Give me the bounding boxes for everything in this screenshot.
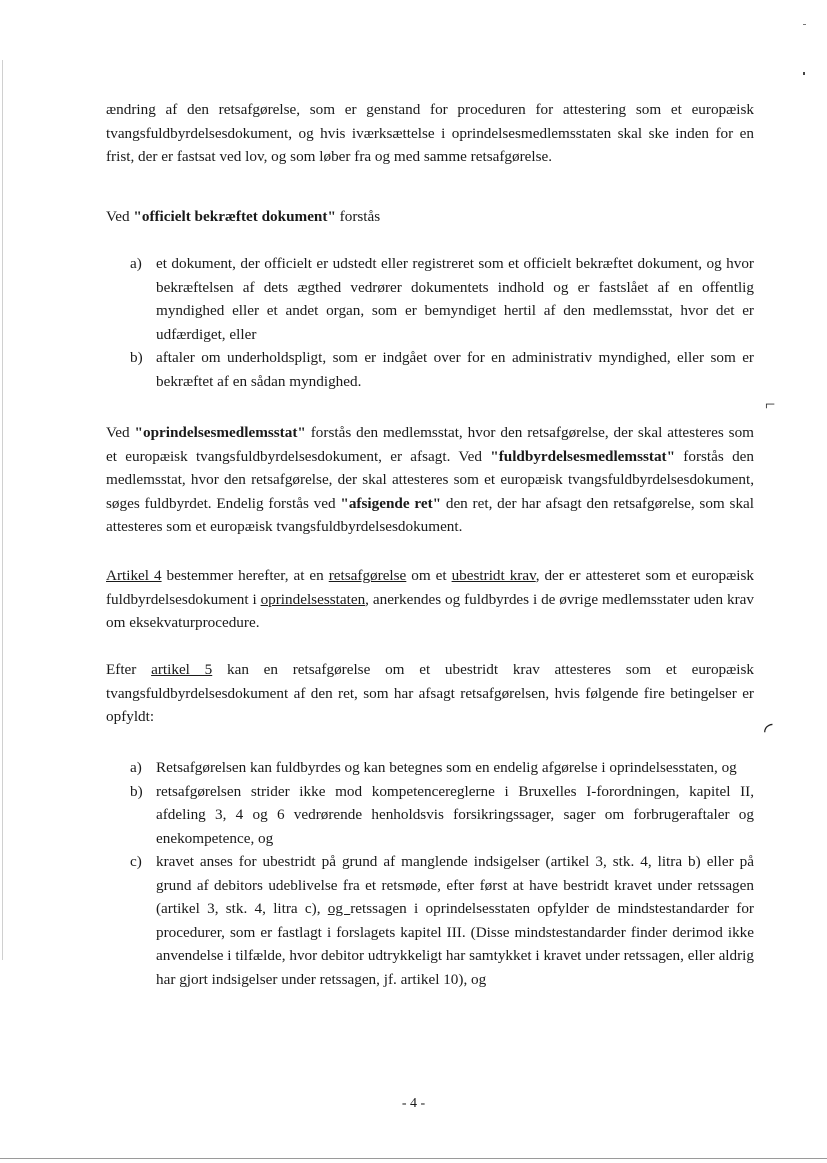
list-item-text: kravet anses for ubestridt på grund af manglende indsigelser (artikel 3, stk. 4, litra b) eller på grund af debitors udeblivelse fra et retsmøde, efter først at have bestridt kravet under retssagen (artikel 3, stk. 4, litra c), — [156, 853, 754, 917]
artikel5-paragraph — [106, 658, 754, 729]
list-item-text: et dokument, der officielt er udstedt eller registreret som et officielt bekræftet dokument, og hvor bekræftelsen af dets ægthed vedrører dokumentets indhold og er fastslået af en offentlig myndighed eller et andet organ, som er bemyndiget hertil af den medlemsstat, hvor det er udfærdiget, eller — [156, 255, 754, 343]
scan-speck — [803, 24, 806, 25]
list-item-text: aftaler om underholdspligt, som er indgået over for en administrativ myndighed, eller som er bekræftet af en sådan myndighed. — [156, 349, 754, 390]
text-span: om et — [406, 567, 452, 584]
page-number: - 4 - — [401, 1096, 426, 1111]
defined-term: "afsigende ret" — [340, 494, 442, 512]
scan-speck — [803, 72, 805, 75]
underlined-reference: og — [327, 900, 351, 917]
text-span: forstås den medlemsstat, hvor den retsafgørelse, der skal attesteres som et europæisk tvangsfuldbyrdelsesdokument, er afsagt. Ved — [106, 424, 754, 465]
list-marker: b) — [130, 349, 143, 366]
list-marker: b) — [130, 782, 143, 800]
text-span: forstås den medlemsstat, hvor den retsafgørelse, der skal attesteres som et europæisk tvangsfuldbyrdelsesdokument, søges fuldbyrdet. Endelig forstås ved — [106, 447, 754, 512]
text-span: Ved — [106, 424, 135, 441]
list-item — [106, 780, 754, 851]
intro-paragraph: ændring af den retsafgørelse, som er genstand for proceduren for attestering som et europæisk tvangsfuldbyrdelsesdokument, og hvis iværksættelse i oprindelsesmedlemsstaten skal ske inden for en frist, der er fastsat ved lov, og som løber fra og med samme retsafgørelse. — [106, 101, 754, 165]
list-marker: c) — [130, 853, 142, 870]
defined-term: "fuldbyrdelsesmedlemsstat" — [490, 447, 676, 465]
underlined-reference: oprindelsesstaten — [260, 590, 366, 608]
definition-officielt-paragraph — [106, 205, 754, 229]
defined-term: "officielt bekræftet dokument" — [133, 208, 336, 225]
betingelser-list — [106, 756, 754, 991]
scan-bottom-line — [0, 1158, 827, 1159]
underlined-reference: retsafgørelse — [328, 567, 407, 584]
text-span: Ved — [106, 208, 134, 225]
underlined-reference: ubestridt krav — [451, 567, 536, 584]
list-item-text: retssagen i oprindelsesstaten opfylder de mindstestandarder for procedurer, som er fastlagt i forslagets kapitel III. (Disse mindstestandarder finder derimod ikke anvendelse i tilfælde, hvor debitor udtrykkeligt har samtykket i kravet under retssagen, eller aldrig har gjort indsigelser under retssagen, jf. artikel 10), og — [156, 900, 754, 988]
underlined-reference: artikel 5 — [151, 661, 213, 678]
scan-edge — [2, 60, 3, 960]
list-item — [106, 346, 754, 393]
definition-oprindelse-paragraph — [106, 421, 754, 539]
text-span: bestemmer herefter, at en — [161, 567, 329, 584]
list-item — [106, 756, 754, 780]
artikel4-paragraph — [106, 564, 754, 635]
list-item — [106, 252, 754, 346]
list-marker: a) — [130, 255, 142, 272]
text-span: Efter — [106, 661, 152, 678]
list-item — [106, 850, 754, 991]
defined-term: "oprindelsesmedlemsstat" — [134, 424, 306, 441]
text-span: , der er attesteret som et europæisk fuldbyrdelsesdokument i — [106, 567, 754, 608]
text-span: kan en retsafgørelse om et ubestridt krav attesteres som et europæisk tvangsfuldbyrdelsesdokument af den ret, som har afsagt retsafgørelsen, hvis følgende fire betingelser er opfyldt: — [106, 661, 755, 725]
list-marker: a) — [130, 759, 142, 776]
officielt-list — [106, 252, 754, 393]
list-item-text: Retsafgørelsen kan fuldbyrdes og kan betegnes som en endelig afgørelse i oprindelsesstaten, og — [156, 759, 737, 776]
text-span: forstås — [335, 208, 381, 225]
text-span: , anerkendes og fuldbyrdes i de øvrige medlemsstater uden krav om eksekvaturprocedure. — [106, 590, 754, 631]
list-item-text: retsafgørelsen strider ikke mod kompetencereglerne i Bruxelles I-forordningen, kapitel II, afdeling 3, 4 og 6 vedrørende henholdsvis forsikringssager, sager om forbrugeraftaler og enekompetence, og — [156, 782, 754, 847]
text-span: den ret, der har afsagt den retsafgørelse, som skal attesteres som et europæisk tvangsfuldbyrdelsesdokument. — [106, 494, 754, 535]
margin-mark: ◜ — [764, 718, 773, 743]
margin-mark: ⌐ — [765, 394, 776, 414]
underlined-reference: Artikel 4 — [106, 567, 162, 584]
